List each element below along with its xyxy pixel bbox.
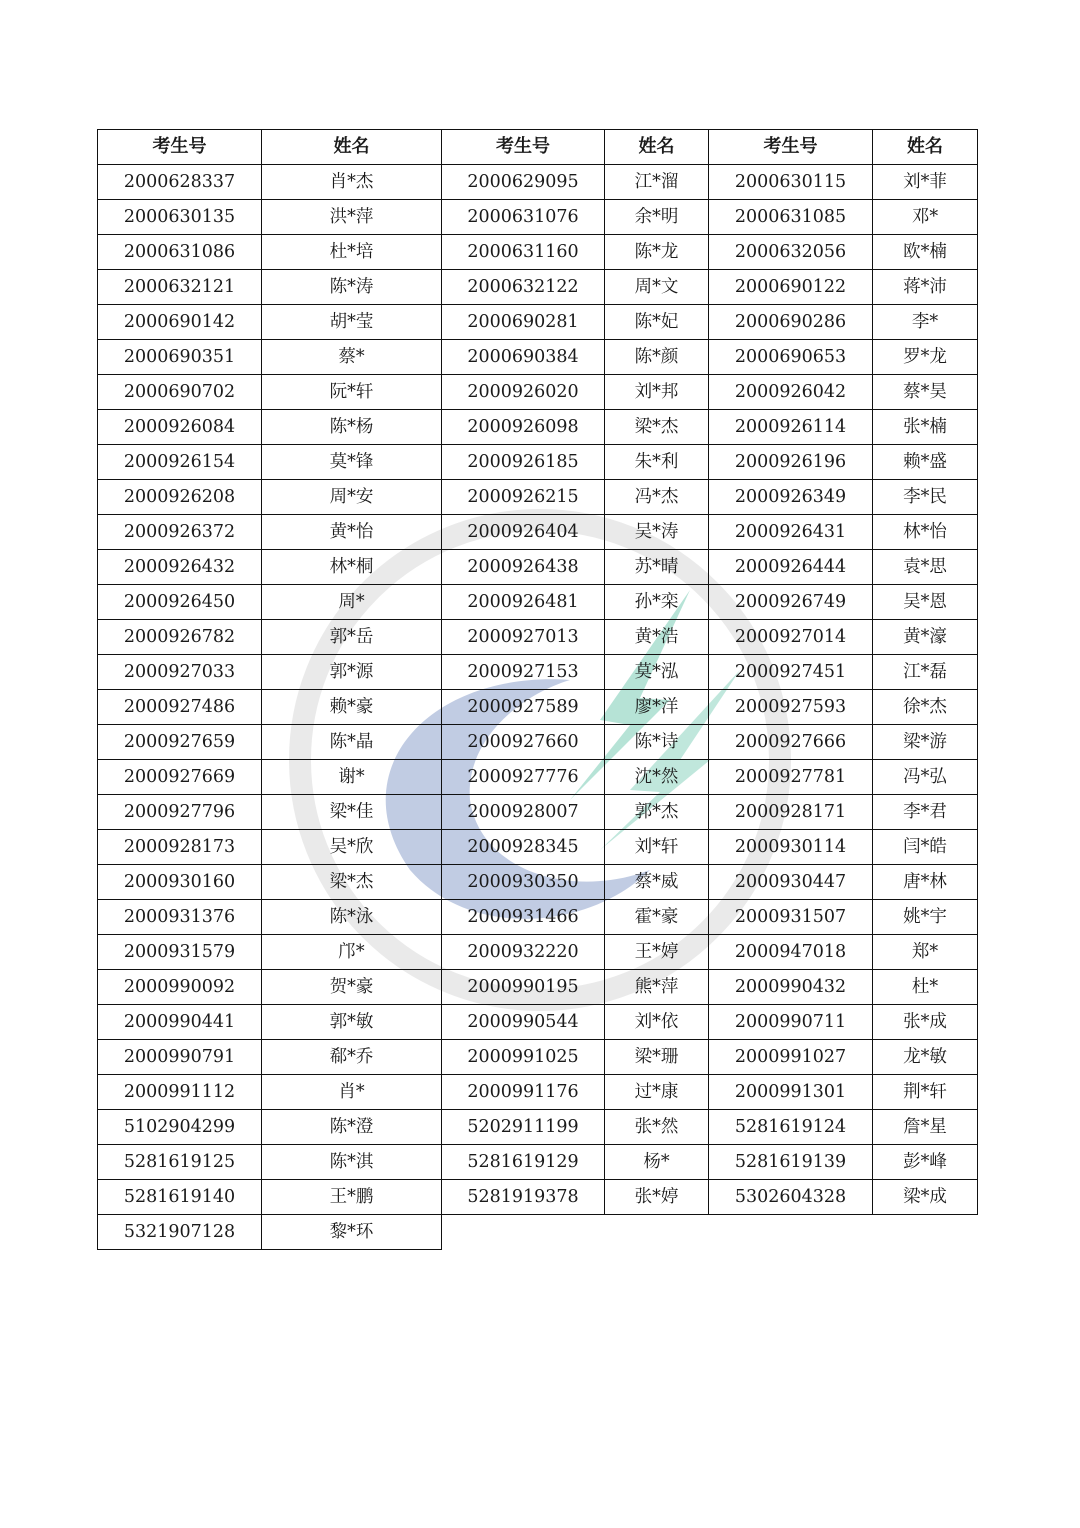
- student-name-cell: 杨*: [605, 1145, 709, 1180]
- student-name-cell: 谢*: [262, 760, 442, 795]
- student-name-cell: 梁*珊: [605, 1040, 709, 1075]
- exam-id-cell: 2000931507: [709, 900, 873, 935]
- table-row: [98, 165, 978, 200]
- exam-id-cell: 2000927796: [98, 795, 262, 830]
- student-name-cell: [605, 1215, 709, 1250]
- exam-id-cell: 2000947018: [709, 935, 873, 970]
- table-row: [98, 935, 978, 970]
- student-name-cell: 刘*邦: [605, 375, 709, 410]
- student-name-cell: 杜*培: [262, 235, 442, 270]
- exam-id-cell: 2000629095: [442, 165, 605, 200]
- exam-id-cell: 2000930160: [98, 865, 262, 900]
- exam-id-cell: 2000927666: [709, 725, 873, 760]
- student-name-cell: 姚*宇: [873, 900, 978, 935]
- exam-id-cell: 5281619140: [98, 1180, 262, 1215]
- column-header-exam-id: 考生号: [442, 130, 605, 165]
- student-name-cell: 蒋*沛: [873, 270, 978, 305]
- exam-id-cell: 2000926432: [98, 550, 262, 585]
- exam-id-cell: 2000926154: [98, 445, 262, 480]
- student-name-cell: 周*文: [605, 270, 709, 305]
- exam-id-cell: 2000927451: [709, 655, 873, 690]
- exam-id-cell: 2000927013: [442, 620, 605, 655]
- student-name-cell: 黄*浩: [605, 620, 709, 655]
- exam-id-cell: 2000926020: [442, 375, 605, 410]
- student-name-cell: 徐*杰: [873, 690, 978, 725]
- exam-id-cell: 2000632056: [709, 235, 873, 270]
- student-name-cell: 梁*佳: [262, 795, 442, 830]
- student-name-cell: 梁*游: [873, 725, 978, 760]
- student-name-cell: 刘*轩: [605, 830, 709, 865]
- exam-id-cell: 2000926196: [709, 445, 873, 480]
- exam-id-cell: 2000690702: [98, 375, 262, 410]
- table-row: [98, 1075, 978, 1110]
- table-row: [98, 375, 978, 410]
- exam-id-cell: 2000930114: [709, 830, 873, 865]
- student-name-cell: 彭*峰: [873, 1145, 978, 1180]
- candidate-table: [97, 129, 978, 1250]
- exam-id-cell: [709, 1215, 873, 1250]
- exam-id-cell: 2000991176: [442, 1075, 605, 1110]
- student-name-cell: 陈*杨: [262, 410, 442, 445]
- student-name-cell: 洪*萍: [262, 200, 442, 235]
- student-name-cell: 刘*菲: [873, 165, 978, 200]
- student-name-cell: 陈*妃: [605, 305, 709, 340]
- student-name-cell: 江*磊: [873, 655, 978, 690]
- exam-id-cell: 2000990441: [98, 1005, 262, 1040]
- table-row: [98, 235, 978, 270]
- exam-id-cell: 2000930350: [442, 865, 605, 900]
- student-name-cell: 陈*颜: [605, 340, 709, 375]
- table-row: [98, 900, 978, 935]
- exam-id-cell: 2000927153: [442, 655, 605, 690]
- student-name-cell: 吴*欣: [262, 830, 442, 865]
- table-row: [98, 305, 978, 340]
- exam-id-cell: 2000631086: [98, 235, 262, 270]
- exam-id-cell: 2000927486: [98, 690, 262, 725]
- column-header-exam-id: 考生号: [709, 130, 873, 165]
- table-row: [98, 970, 978, 1005]
- student-name-cell: 梁*杰: [605, 410, 709, 445]
- exam-id-cell: 2000631076: [442, 200, 605, 235]
- exam-id-cell: 2000631085: [709, 200, 873, 235]
- student-name-cell: 周*: [262, 585, 442, 620]
- student-name-cell: 冯*杰: [605, 480, 709, 515]
- table-row: [98, 1040, 978, 1075]
- student-name-cell: 朱*利: [605, 445, 709, 480]
- student-name-cell: 过*康: [605, 1075, 709, 1110]
- exam-id-cell: 2000690122: [709, 270, 873, 305]
- exam-id-cell: 2000926208: [98, 480, 262, 515]
- student-name-cell: 陈*淇: [262, 1145, 442, 1180]
- exam-id-cell: 2000990092: [98, 970, 262, 1005]
- student-name-cell: 肖*: [262, 1075, 442, 1110]
- student-name-cell: 李*君: [873, 795, 978, 830]
- exam-id-cell: 2000927014: [709, 620, 873, 655]
- table-row: [98, 1180, 978, 1215]
- student-name-cell: 陈*泳: [262, 900, 442, 935]
- student-name-cell: 赖*豪: [262, 690, 442, 725]
- table-row: [98, 620, 978, 655]
- student-name-cell: 郭*敏: [262, 1005, 442, 1040]
- column-header-name: 姓名: [873, 130, 978, 165]
- exam-id-cell: 2000931376: [98, 900, 262, 935]
- exam-id-cell: 2000991025: [442, 1040, 605, 1075]
- exam-id-cell: 2000926084: [98, 410, 262, 445]
- student-name-cell: 黎*环: [262, 1215, 442, 1250]
- exam-id-cell: 2000630135: [98, 200, 262, 235]
- exam-id-cell: 2000927593: [709, 690, 873, 725]
- student-name-cell: 欧*楠: [873, 235, 978, 270]
- student-name-cell: 郭*杰: [605, 795, 709, 830]
- exam-id-cell: 2000690653: [709, 340, 873, 375]
- table-row: [98, 655, 978, 690]
- student-name-cell: 吴*恩: [873, 585, 978, 620]
- student-name-cell: 莫*锋: [262, 445, 442, 480]
- exam-id-cell: 2000926372: [98, 515, 262, 550]
- student-name-cell: 詹*星: [873, 1110, 978, 1145]
- exam-id-cell: 2000690142: [98, 305, 262, 340]
- student-name-cell: 沈*然: [605, 760, 709, 795]
- student-name-cell: 廖*洋: [605, 690, 709, 725]
- student-name-cell: 熊*萍: [605, 970, 709, 1005]
- exam-id-cell: 2000628337: [98, 165, 262, 200]
- exam-id-cell: 2000991112: [98, 1075, 262, 1110]
- table-row: [98, 585, 978, 620]
- table-row: [98, 550, 978, 585]
- exam-id-cell: 2000927589: [442, 690, 605, 725]
- exam-id-cell: 2000930447: [709, 865, 873, 900]
- table-row: [98, 1145, 978, 1180]
- student-name-cell: 冯*弘: [873, 760, 978, 795]
- exam-id-cell: 2000926215: [442, 480, 605, 515]
- exam-id-cell: 2000927776: [442, 760, 605, 795]
- student-name-cell: 江*溜: [605, 165, 709, 200]
- student-name-cell: 荆*轩: [873, 1075, 978, 1110]
- table-row: [98, 690, 978, 725]
- exam-id-cell: 5202911199: [442, 1110, 605, 1145]
- student-name-cell: 张*然: [605, 1110, 709, 1145]
- student-name-cell: 蔡*: [262, 340, 442, 375]
- student-name-cell: 罗*龙: [873, 340, 978, 375]
- exam-id-cell: 2000931466: [442, 900, 605, 935]
- student-name-cell: 阮*轩: [262, 375, 442, 410]
- table-row: [98, 1005, 978, 1040]
- exam-id-cell: 2000991301: [709, 1075, 873, 1110]
- student-name-cell: 陈*诗: [605, 725, 709, 760]
- student-name-cell: 陈*晶: [262, 725, 442, 760]
- student-name-cell: 陈*澄: [262, 1110, 442, 1145]
- student-name-cell: 闫*皓: [873, 830, 978, 865]
- student-name-cell: 张*楠: [873, 410, 978, 445]
- column-header-exam-id: 考生号: [98, 130, 262, 165]
- table-row: [98, 410, 978, 445]
- table-row: [98, 445, 978, 480]
- exam-id-cell: 2000630115: [709, 165, 873, 200]
- student-name-cell: 林*桐: [262, 550, 442, 585]
- exam-id-cell: 2000928171: [709, 795, 873, 830]
- student-name-cell: 孙*栾: [605, 585, 709, 620]
- student-name-cell: 王*婷: [605, 935, 709, 970]
- exam-id-cell: 2000632122: [442, 270, 605, 305]
- student-name-cell: 郑*: [873, 935, 978, 970]
- exam-id-cell: 2000928345: [442, 830, 605, 865]
- header-row: [98, 130, 978, 165]
- student-name-cell: 林*怡: [873, 515, 978, 550]
- table-row: [98, 830, 978, 865]
- student-name-cell: 邓*: [873, 200, 978, 235]
- table-row: [98, 760, 978, 795]
- student-name-cell: 苏*晴: [605, 550, 709, 585]
- student-name-cell: 霍*豪: [605, 900, 709, 935]
- student-name-cell: 肖*杰: [262, 165, 442, 200]
- exam-id-cell: 2000690384: [442, 340, 605, 375]
- student-name-cell: 余*明: [605, 200, 709, 235]
- student-name-cell: 梁*杰: [262, 865, 442, 900]
- table-row: [98, 795, 978, 830]
- exam-id-cell: 5281619129: [442, 1145, 605, 1180]
- column-header-name: 姓名: [262, 130, 442, 165]
- student-name-cell: 胡*莹: [262, 305, 442, 340]
- table-row: [98, 340, 978, 375]
- exam-id-cell: 2000927033: [98, 655, 262, 690]
- student-name-cell: 郗*乔: [262, 1040, 442, 1075]
- student-name-cell: 吴*涛: [605, 515, 709, 550]
- exam-id-cell: 2000990432: [709, 970, 873, 1005]
- student-name-cell: 陈*龙: [605, 235, 709, 270]
- student-name-cell: 莫*泓: [605, 655, 709, 690]
- exam-id-cell: 5321907128: [98, 1215, 262, 1250]
- exam-id-cell: 2000926438: [442, 550, 605, 585]
- student-name-cell: 张*成: [873, 1005, 978, 1040]
- student-name-cell: 梁*成: [873, 1180, 978, 1215]
- table-row: [98, 1215, 978, 1250]
- student-name-cell: 龙*敏: [873, 1040, 978, 1075]
- student-name-cell: 郭*源: [262, 655, 442, 690]
- exam-id-cell: 2000926450: [98, 585, 262, 620]
- exam-id-cell: 2000928173: [98, 830, 262, 865]
- exam-id-cell: 2000928007: [442, 795, 605, 830]
- exam-id-cell: 2000690351: [98, 340, 262, 375]
- student-name-cell: 赖*盛: [873, 445, 978, 480]
- exam-id-cell: 2000926098: [442, 410, 605, 445]
- table-row: [98, 270, 978, 305]
- student-name-cell: 蔡*威: [605, 865, 709, 900]
- table-row: [98, 725, 978, 760]
- exam-id-cell: 5102904299: [98, 1110, 262, 1145]
- exam-id-cell: 2000926042: [709, 375, 873, 410]
- exam-id-cell: 2000991027: [709, 1040, 873, 1075]
- exam-id-cell: 2000990195: [442, 970, 605, 1005]
- exam-id-cell: 2000631160: [442, 235, 605, 270]
- student-name-cell: 王*鹏: [262, 1180, 442, 1215]
- exam-id-cell: 2000932220: [442, 935, 605, 970]
- exam-id-cell: [442, 1215, 605, 1250]
- exam-id-cell: 2000927659: [98, 725, 262, 760]
- student-name-cell: 袁*思: [873, 550, 978, 585]
- exam-id-cell: 2000926782: [98, 620, 262, 655]
- exam-id-cell: 2000990711: [709, 1005, 873, 1040]
- student-name-cell: 杜*: [873, 970, 978, 1005]
- exam-id-cell: 5281919378: [442, 1180, 605, 1215]
- student-name-cell: 李*民: [873, 480, 978, 515]
- table-row: [98, 865, 978, 900]
- exam-id-cell: 2000926349: [709, 480, 873, 515]
- table-row: [98, 200, 978, 235]
- page: [97, 129, 978, 1250]
- student-name-cell: 黄*怡: [262, 515, 442, 550]
- student-name-cell: 李*: [873, 305, 978, 340]
- exam-id-cell: 2000926114: [709, 410, 873, 445]
- exam-id-cell: 2000926404: [442, 515, 605, 550]
- exam-id-cell: 2000927660: [442, 725, 605, 760]
- exam-id-cell: 2000927669: [98, 760, 262, 795]
- exam-id-cell: 2000690286: [709, 305, 873, 340]
- exam-id-cell: 2000931579: [98, 935, 262, 970]
- exam-id-cell: 2000990544: [442, 1005, 605, 1040]
- student-name-cell: 刘*依: [605, 1005, 709, 1040]
- exam-id-cell: 5302604328: [709, 1180, 873, 1215]
- exam-id-cell: 2000690281: [442, 305, 605, 340]
- student-name-cell: 黄*濠: [873, 620, 978, 655]
- exam-id-cell: 2000926749: [709, 585, 873, 620]
- exam-id-cell: 2000632121: [98, 270, 262, 305]
- table-body: [98, 165, 978, 1250]
- table-row: [98, 480, 978, 515]
- exam-id-cell: 2000926444: [709, 550, 873, 585]
- student-name-cell: 邝*: [262, 935, 442, 970]
- exam-id-cell: 2000927781: [709, 760, 873, 795]
- exam-id-cell: 2000926431: [709, 515, 873, 550]
- student-name-cell: 贺*豪: [262, 970, 442, 1005]
- student-name-cell: 张*婷: [605, 1180, 709, 1215]
- table-row: [98, 1110, 978, 1145]
- student-name-cell: 郭*岳: [262, 620, 442, 655]
- exam-id-cell: 2000926481: [442, 585, 605, 620]
- exam-id-cell: 2000926185: [442, 445, 605, 480]
- student-name-cell: 蔡*昊: [873, 375, 978, 410]
- student-name-cell: 唐*林: [873, 865, 978, 900]
- student-name-cell: 周*安: [262, 480, 442, 515]
- exam-id-cell: 2000990791: [98, 1040, 262, 1075]
- student-name-cell: [873, 1215, 978, 1250]
- exam-id-cell: 5281619124: [709, 1110, 873, 1145]
- exam-id-cell: 5281619139: [709, 1145, 873, 1180]
- column-header-name: 姓名: [605, 130, 709, 165]
- exam-id-cell: 5281619125: [98, 1145, 262, 1180]
- student-name-cell: 陈*涛: [262, 270, 442, 305]
- table-row: [98, 515, 978, 550]
